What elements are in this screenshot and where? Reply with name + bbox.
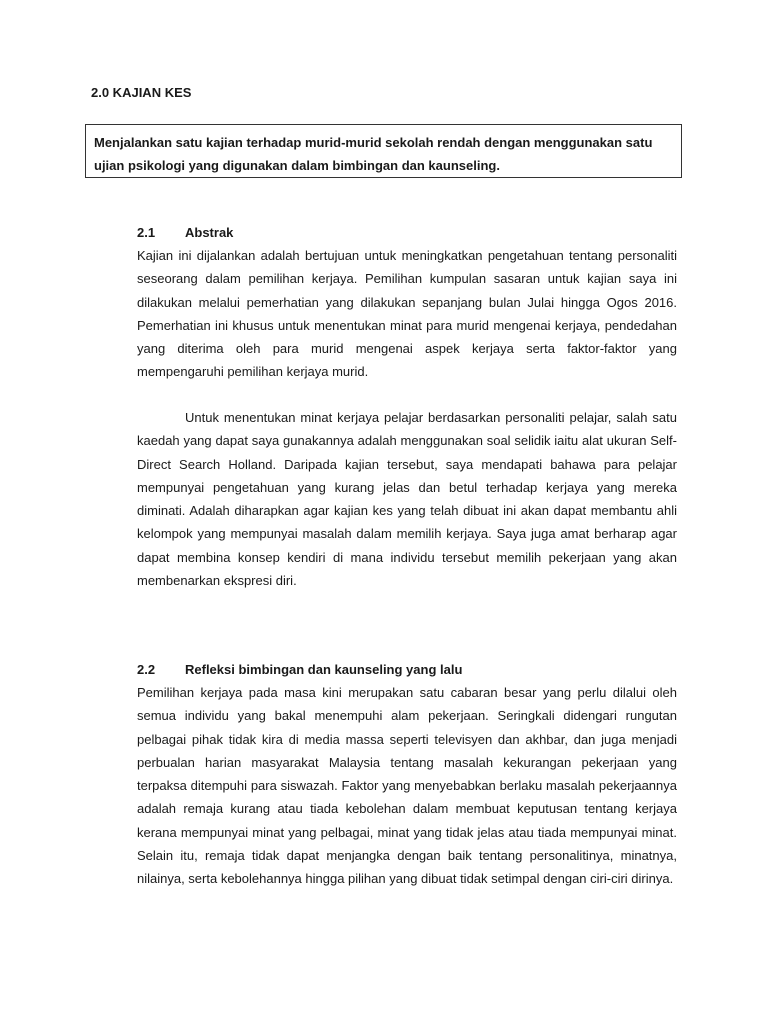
section-2-1-title: Abstrak [185,225,234,240]
reflection-paragraph: Pemilihan kerjaya pada masa kini merupakan satu cabaran besar yang perlu dilalui oleh semua individu yang bakal menempuhi alam pekerjaan. Seringkali didengari rungutan pelbagai pihak tidak kira di media massa seperti televisyen dan akhbar, dan juga menjadi perbualan harian masyarakat Malaysia tentang masalah kekurangan pekerjaan yang terpaksa ditempuhi para siswazah. Faktor yang menyebabkan berlaku masalah pekerjaannya adalah remaja kurang atau tiada kebolehan dalam membuat keputusan tentang kerjaya kerana mempunyai minat yang pelbagai, minat yang tidak jelas atau tiada mempunyai minat. Selain itu, remaja tidak dapat menjangka dengan baik tentang personalitinya, minatnya, nilainya, serta kebolehannya hingga pilihan yang dibuat tidak setimpal dengan ciri-ciri dirinya. [137,685,677,887]
section-2-2-number: 2.2 [137,662,156,677]
section-2-2-heading [137,662,462,677]
section-2-2-title: Refleksi bimbingan dan kaunseling yang lalu [185,662,463,677]
abstract-paragraph-1: Kajian ini dijalankan adalah bertujuan untuk meningkatkan pengetahuan tentang personaliti seseorang dalam pemilihan kerjaya. Pemilihan kumpulan sasaran untuk kajian saya ini dilakukan melalui pemerhatian yang dilakukan sepanjang bulan Julai hingga Ogos 2016. Pemerhatian ini khusus untuk menentukan minat para murid mengenai kerjaya, pendedahan yang diterima oleh para murid mengenai aspek kerjaya serta faktor-faktor yang mempengaruhi pemilihan kerjaya murid. [137,248,677,380]
section-heading: 2.0 KAJIAN KES [91,85,192,100]
boxed-statement: Menjalankan satu kajian terhadap murid-murid sekolah rendah dengan menggunakan satu ujian psikologi yang digunakan dalam bimbingan dan kaunseling. [85,124,682,178]
section-2-1-heading [137,225,233,240]
section-2-1-number: 2.1 [137,225,156,240]
abstract-paragraph-2: Untuk menentukan minat kerjaya pelajar berdasarkan personaliti pelajar, salah satu kaedah yang dapat saya gunakannya adalah menggunakan soal selidik iaitu alat ukuran Self-Direct Search Holland. Daripada kajian tersebut, saya mendapati bahawa para pelajar mempunyai pengetahuan yang kurang jelas dan betul terhadap kerjaya yang mereka diminati. Adalah diharapkan agar kajian kes yang telah dibuat ini akan dapat membantu ahli kelompok yang mempunyai masalah dalam memilih kerjaya. Saya juga amat berharap agar dapat membina konsep kendiri di mana individu tersebut memilih pekerjaan yang akan membenarkan ekspresi diri. [137,410,677,589]
